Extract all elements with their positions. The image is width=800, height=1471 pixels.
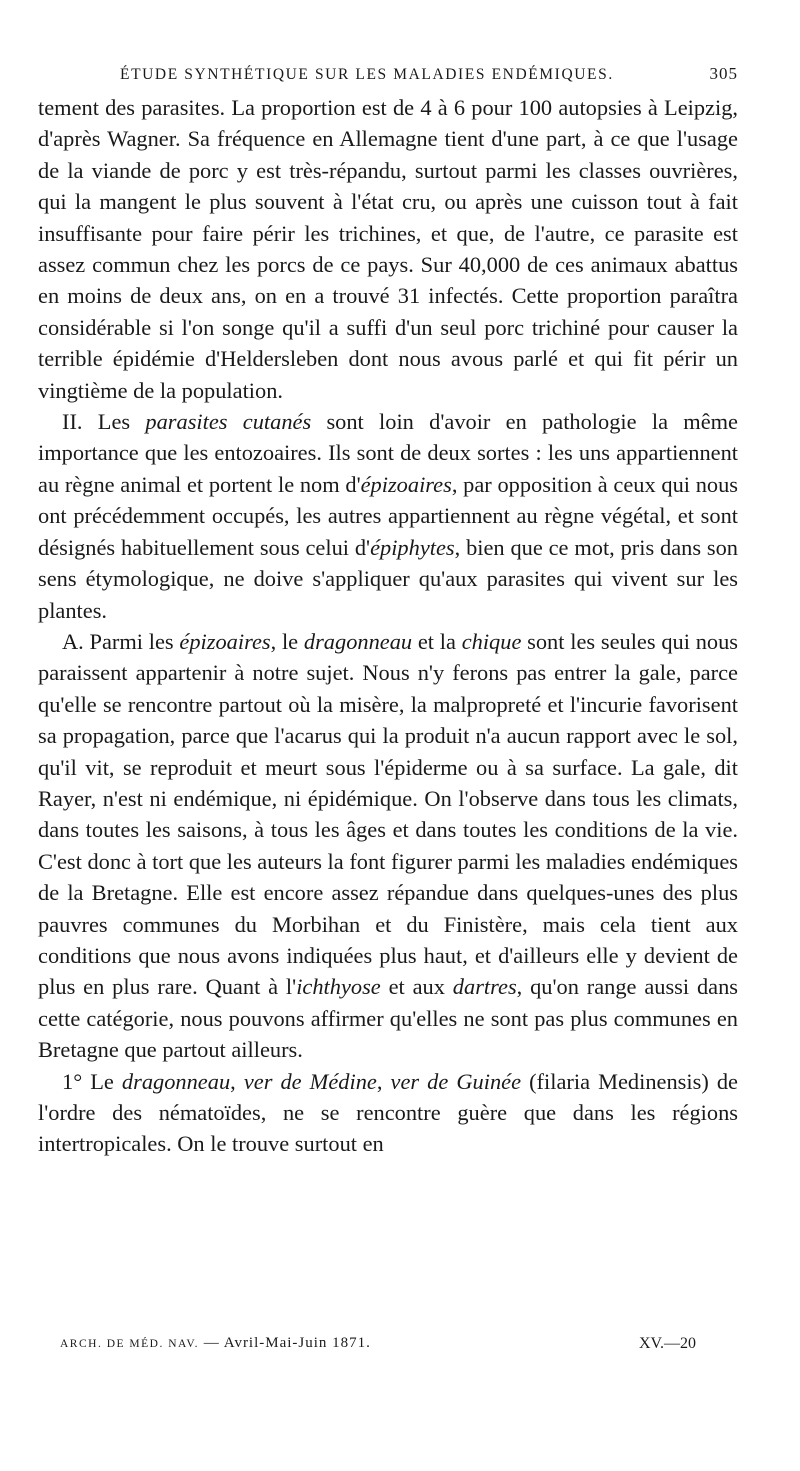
page — [38, 58, 738, 1160]
italic-term: ichthyose — [296, 974, 381, 1000]
text-run: A. Parmi les — [62, 628, 180, 654]
text-run: sont loin d'avoir en pathologie la même importance que les entozoaires. Ils sont de deux sortes : les uns appartiennent au règne animal et portent le nom d' — [38, 409, 738, 497]
paragraph-dragonneau — [38, 1066, 738, 1160]
italic-term: ver de Guinée — [390, 1068, 522, 1094]
italic-term: épiphytes — [370, 534, 455, 560]
text-run: , bien que ce mot, pris dans son sens étymologique, ne doive s'appliquer qu'aux parasites qui vivent sur les plantes. — [38, 534, 738, 623]
signature-mark: XV.—20 — [638, 1335, 696, 1352]
footer-journal — [60, 1335, 371, 1352]
italic-term: dragonneau — [303, 628, 413, 654]
text-run: (filaria Medinensis) de l'ordre des nématoïdes, ne se rencontre guère que dans les régions intertropicales. On le trouve surtout en — [38, 1068, 738, 1157]
text-run: , le — [270, 628, 304, 654]
text-run: , — [376, 1068, 391, 1094]
journal-abbreviation: ARCH. DE MÉD. NAV. — [60, 1338, 200, 1350]
journal-issue: — Avril-Mai-Juin 1871. — [203, 1335, 371, 1351]
text-run: et la — [412, 628, 462, 654]
italic-term: épizoaires — [360, 471, 452, 497]
italic-term: parasites cutanés — [145, 409, 312, 435]
italic-term: dragonneau — [121, 1068, 231, 1094]
italic-term: dartres — [452, 974, 517, 1000]
text-run: sont les seules qui nous paraissent appartenir à notre sujet. Nous n'y ferons pas entrer la gale, parce qu'elle se rencontre partout où la misère, la malpropreté et l'incurie favorisent sa propagation, parce que l'acarus qui la produit n'a aucun rapport avec le sol, qu'il vit, se reproduit et meurt sous l'épiderme ou à sa surface. La gale, dit Rayer, n'est ni endémique, ni épidémique. On l'observe dans tous les climats, dans toutes les saisons, à tous les âges et dans toutes les conditions de la vie. C'est donc à tort que les auteurs la font figurer parmi les maladies endémiques de la Bretagne. Elle est encore assez répandue dans quelques-unes des plus pauvres communes du Morbihan et du Finistère, mais cela tient aux conditions que nous avons indiquées plus haut, et d'ailleurs elle y devient de plus en plus rare. Quant à l' — [38, 628, 738, 1000]
text-run: et aux — [380, 974, 453, 1000]
paragraph-parasites-cutanes — [38, 406, 738, 626]
running-head — [38, 58, 738, 92]
page-footer — [60, 1335, 696, 1359]
text-run: , par opposition à ceux qui nous ont précédemment occupés, les autres appartiennent au règne végétal, et sont désignés habituellement sous celui d' — [38, 471, 739, 560]
text-run: , qu'on range aussi dans cette catégorie, nous pouvons affirmer qu'elles ne sont pas plus communes en Bretagne que partout ailleurs. — [38, 974, 739, 1063]
italic-term: ver de Médine — [243, 1068, 377, 1094]
text-run: , — [230, 1068, 244, 1094]
italic-term: épizoaires — [179, 628, 271, 654]
running-title: ÉTUDE SYNTHÉTIQUE SUR LES MALADIES ENDÉMIQUES. — [120, 66, 614, 83]
paragraph-trichines: tement des parasites. La proportion est de 4 à 6 pour 100 autopsies à Leipzig, d'après Wagner. Sa fréquence en Allemagne tient d'une part, à ce que l'usage de la viande de porc y est très-répandu, surtout parmi les classes ouvrières, qui la mangent le plus souvent à l'état cru, ou après une cuisson tout à fait insuffisante pour faire périr les trichines, et que, de l'autre, ce parasite est assez commun chez les porcs de ce pays. Sur 40,000 de ces animaux abattus en moins de deux ans, on en a trouvé 31 infectés. Cette proportion paraîtra considérable si l'on songe qu'il a suffi d'un seul porc trichiné pour causer la terrible épidémie d'Heldersleben dont nous avous parlé et qui fit périr un vingtième de la population. — [38, 95, 738, 403]
paragraph-epizoaires — [38, 626, 738, 1066]
text-run: II. Les — [62, 409, 146, 435]
text-run: 1° Le — [62, 1068, 122, 1094]
page-number: 305 — [709, 64, 738, 83]
body-text — [38, 92, 738, 1160]
italic-term: chique — [461, 628, 522, 654]
